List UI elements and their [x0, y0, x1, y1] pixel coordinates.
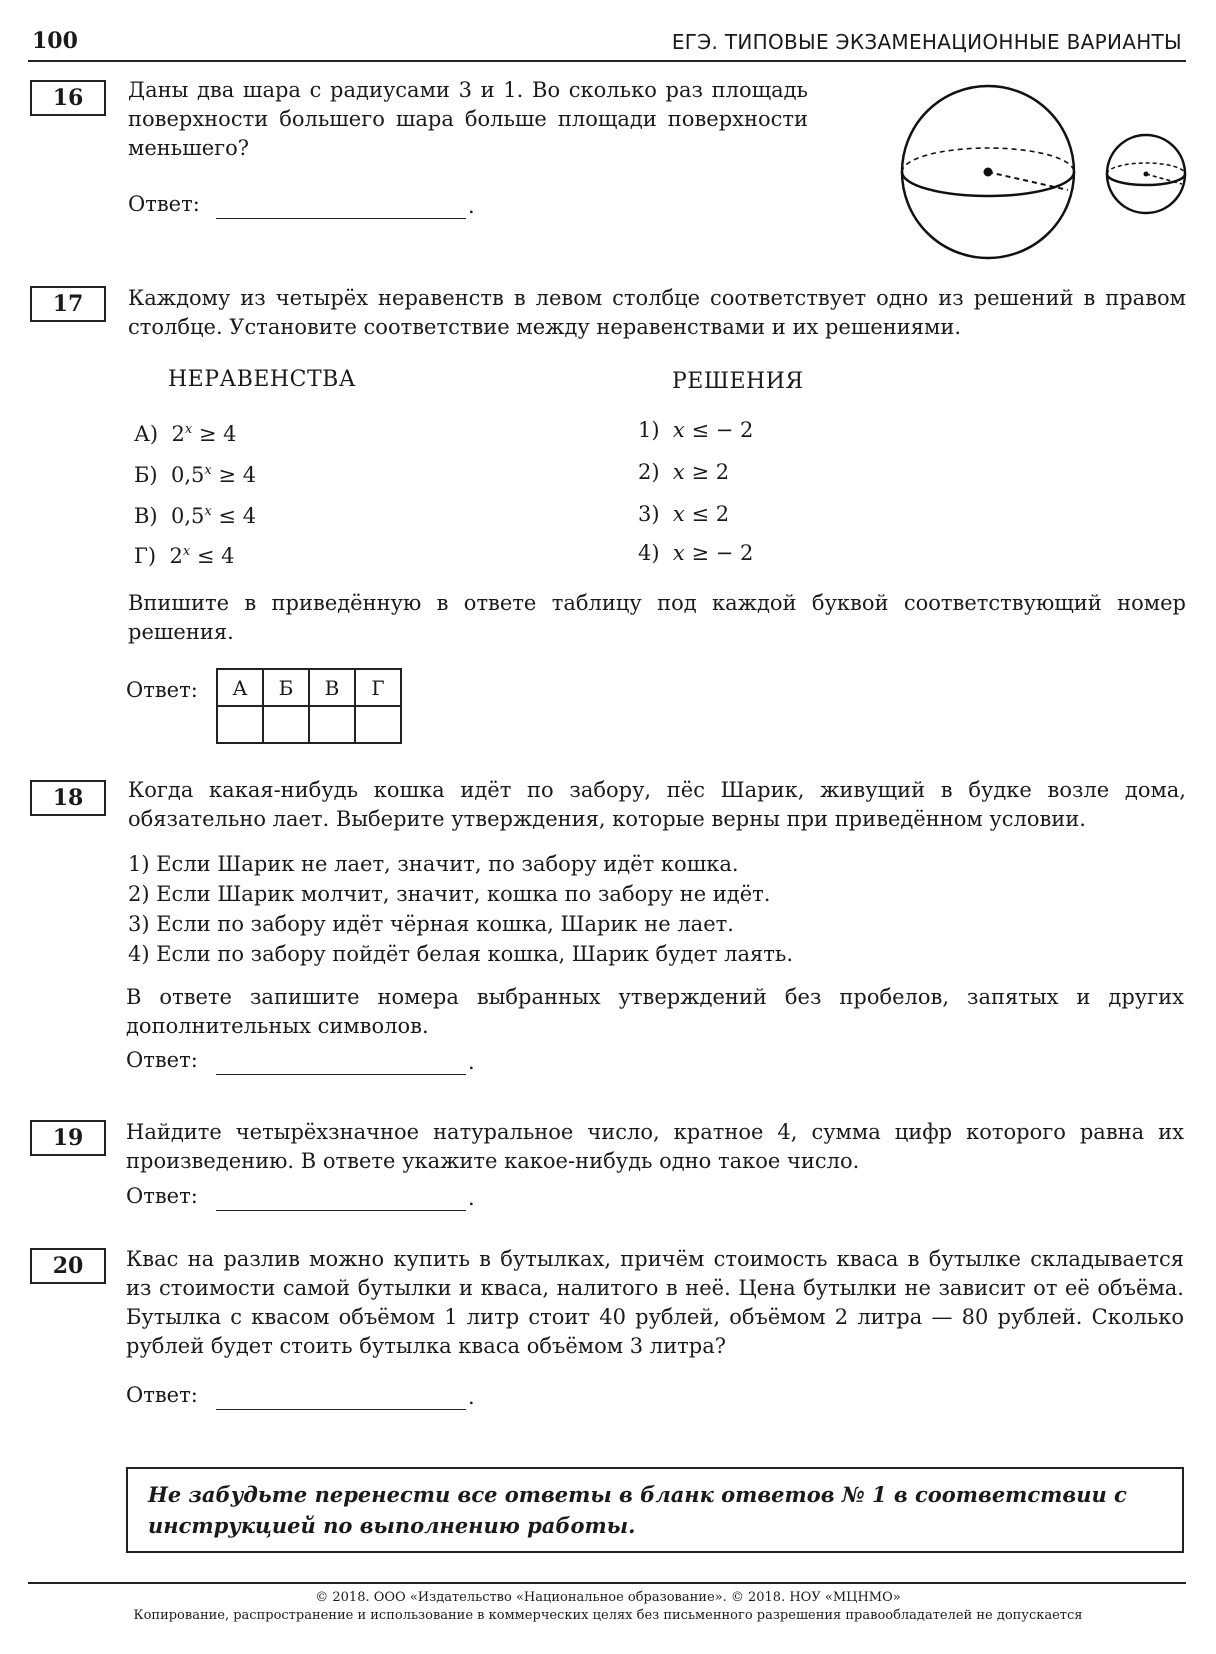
task-18-instruction: В ответе запишите номера выбранных утверждений без пробелов, запятых и других дополнительных символов. — [126, 985, 1184, 1038]
task-number-18: 18 — [30, 780, 106, 816]
answer-label: Ответ: — [128, 192, 200, 216]
large-sphere — [902, 86, 1074, 258]
task-number-19: 19 — [30, 1120, 106, 1156]
answer-cell[interactable] — [263, 706, 309, 743]
answer-row-18 — [126, 1048, 486, 1078]
task-20-text: Квас на разлив можно купить в бутылках, причём стоимость кваса в бутылке складывается из стоимости самой бутылки и кваса, налитого в неё. Цена бутылки не зависит от её объёма. Бутылка с квасом объёмом 1 литр стоит 40 рублей, объёмом 2 литра — 80 рублей. Сколько рублей будет стоить бутылка кваса объёмом 3 литра? — [126, 1247, 1184, 1358]
option-item: 4) Если по забору пойдёт белая кошка, Шарик будет лаять. — [128, 942, 794, 966]
answer-period: . — [468, 1186, 475, 1210]
table-header-cell: Г — [355, 669, 401, 706]
answer-period: . — [468, 1050, 475, 1074]
inequality-item: В) 0,5$^x$ ≤ 4 — [134, 504, 257, 528]
table-header-cell: А — [217, 669, 263, 706]
answer-period: . — [468, 194, 475, 218]
solution-item: 2) x ≥ 2 — [638, 460, 730, 484]
task-number-16: 16 — [30, 80, 106, 116]
task-number-20: 20 — [30, 1248, 106, 1284]
copyright-line: © 2018. ООО «Издательство «Национальное образование». © 2018. НОУ «МЦНМО» — [315, 1590, 901, 1605]
table-header-cell: В — [309, 669, 355, 706]
answer-field-18[interactable] — [216, 1074, 466, 1075]
answer-field-16[interactable] — [216, 218, 466, 219]
inequality-item: Г) 2$^x$ ≤ 4 — [134, 544, 235, 568]
task-number-17: 17 — [30, 286, 106, 322]
reminder-notice: Не забудьте перенести все ответы в бланк ответов № 1 в соответствии с инструкцией по выполнению работы. — [126, 1467, 1184, 1553]
task-16-text: Даны два шара с радиусами 3 и 1. Во сколько раз площадь поверхности большего шара больше площади поверхности меньшего? — [128, 78, 808, 160]
answer-cell[interactable] — [309, 706, 355, 743]
option-item: 3) Если по забору идёт чёрная кошка, Шарик не лает. — [128, 912, 734, 936]
footer-rule — [28, 1582, 1186, 1584]
solution-item: 4) x ≥ − 2 — [638, 541, 754, 565]
solution-item: 3) x ≤ 2 — [638, 502, 730, 526]
spheres-figure — [900, 82, 1200, 268]
answer-period: . — [468, 1385, 475, 1409]
copyright-notice: Копирование, распространение и использование в коммерческих целях без письменного разрешения правообладателей не допускается — [133, 1608, 1083, 1623]
answer-cell[interactable] — [355, 706, 401, 743]
inequalities-header: НЕРАВЕНСТВА — [168, 367, 356, 392]
answer-row-16 — [128, 192, 488, 222]
answer-table-17 — [216, 668, 402, 744]
header-rule — [28, 60, 1186, 62]
solution-item: 1) x ≤ − 2 — [638, 418, 754, 442]
task-17-instruction: Впишите в приведённую в ответе таблицу под каждой буквой соответствующий номер решения. — [128, 591, 1186, 644]
answer-row-20 — [126, 1383, 486, 1413]
inequality-item: Б) 0,5$^x$ ≥ 4 — [134, 463, 257, 487]
answer-label: Ответ: — [126, 678, 198, 702]
small-sphere — [1107, 135, 1185, 213]
answer-label: Ответ: — [126, 1383, 198, 1407]
option-item: 1) Если Шарик не лает, значит, по забору идёт кошка. — [128, 852, 739, 876]
running-header: ЕГЭ. ТИПОВЫЕ ЭКЗАМЕНАЦИОННЫЕ ВАРИАНТЫ — [671, 30, 1182, 54]
task-18-options — [128, 849, 1128, 969]
table-header-cell: Б — [263, 669, 309, 706]
answer-field-19[interactable] — [216, 1210, 466, 1211]
page-number: 100 — [32, 28, 78, 54]
answer-label: Ответ: — [126, 1184, 198, 1208]
answer-field-20[interactable] — [216, 1409, 466, 1410]
inequality-item: А) 2$^x$ ≥ 4 — [134, 422, 237, 446]
solutions-header: РЕШЕНИЯ — [672, 369, 804, 394]
task-17-text: Каждому из четырёх неравенств в левом столбце соответствует одно из решений в правом столбце. Установите соответствие между неравенствами и их решениями. — [128, 286, 1186, 339]
answer-cell[interactable] — [217, 706, 263, 743]
task-18-text: Когда какая-нибудь кошка идёт по забору, пёс Шарик, живущий в будке возле дома, обязательно лает. Выберите утверждения, которые верны при приведённом условии. — [128, 778, 1186, 831]
option-item: 2) Если Шарик молчит, значит, кошка по забору не идёт. — [128, 882, 771, 906]
answer-row-19 — [126, 1184, 486, 1214]
task-19-text: Найдите четырёхзначное натуральное число, кратное 4, сумма цифр которого равна их произведению. В ответе укажите какое-нибудь одно такое число. — [126, 1120, 1184, 1173]
answer-label: Ответ: — [126, 1048, 198, 1072]
